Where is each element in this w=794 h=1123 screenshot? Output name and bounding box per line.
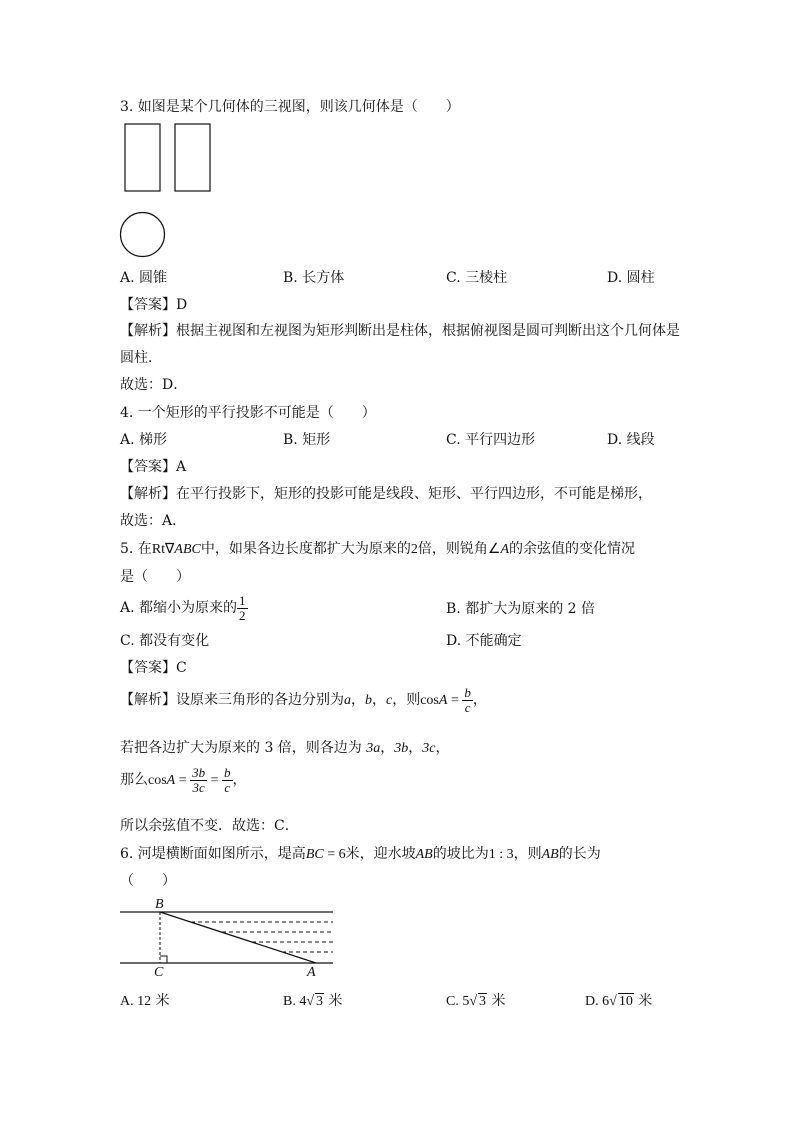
unit: 米 [155, 993, 170, 1009]
fraction-numerator: b [464, 685, 471, 700]
q3-option-c: C. 三棱柱 [446, 270, 508, 286]
separator: ， [380, 740, 395, 756]
q5-option-d: D. 不能确定 [446, 633, 522, 649]
unit: 米 [638, 993, 653, 1009]
fraction-denominator: c [224, 779, 231, 795]
fraction-numerator: 3b [192, 765, 206, 780]
q4-answer: 【答案】A [120, 459, 187, 475]
radicand: 10 [618, 994, 633, 1009]
q6-option-a [120, 990, 170, 1010]
term-3b: 3b [394, 741, 409, 756]
var-b: b [365, 693, 372, 709]
q3-option-b: B. 长方体 [283, 270, 345, 286]
separator: ， [408, 740, 423, 756]
q5-stem-mid2: 倍，则锐角 [417, 541, 488, 557]
q5-triangle-symbol: ∇ [165, 542, 175, 557]
slope-line-ab [160, 912, 316, 963]
q5-option-b: B. 都扩大为原来的 2 倍 [446, 601, 595, 617]
q5-stem-line2: 是（ ） [120, 569, 190, 585]
cos-function: cos [420, 693, 439, 709]
option-c-label: C. [446, 994, 463, 1009]
var-a: a [344, 693, 351, 709]
q5-conclusion: 所以余弦值不变．故选：C． [120, 818, 299, 834]
q5-line3-text: 那么 [120, 772, 148, 789]
label-b: B [155, 897, 164, 912]
fraction-numerator: b [224, 765, 231, 780]
radical-sign: √ [306, 994, 315, 1009]
q5-rt: Rt [151, 542, 166, 557]
q3-analysis-tag: 【解析】 [120, 323, 176, 339]
bc-value: = 6 [323, 847, 346, 862]
q6-stem-b: 米，迎水坡 [345, 846, 416, 862]
coefficient: 6 [602, 994, 610, 1009]
q5-angle-name: A [500, 542, 509, 557]
separator: ， [232, 772, 247, 789]
separator: ， [372, 692, 386, 709]
q4-option-d: D. 线段 [607, 432, 655, 448]
q4-analysis-text: 在平行投影下，矩形的投影可能是线段、矩形、平行四边形，不可能是梯形， [176, 486, 652, 502]
q5-answer: 【答案】C [120, 660, 187, 676]
var-cap-a: A [166, 773, 176, 789]
unit: 米 [491, 993, 506, 1009]
label-c: C [154, 965, 164, 980]
option-b-label: B. [283, 994, 300, 1009]
q5-angle-symbol: ∠ [487, 542, 501, 557]
radical-sign: √ [609, 994, 617, 1009]
q5-line2-text: 若把各边扩大为原来的 3 倍，则各边为 [120, 740, 362, 756]
q4-stem: 4. 一个矩形的平行投影不可能是（ ） [120, 405, 376, 421]
segment-ab: AB [415, 847, 433, 862]
fraction-denominator: 2 [239, 607, 246, 623]
q6-stem-line2: （ ） [120, 873, 176, 889]
q5-stem-end: 的余弦值的变化情况 [509, 541, 635, 557]
q5-option-a-text: A. 都缩小为原来的 [120, 600, 238, 617]
equals-sign: = [207, 773, 223, 789]
q5-stem-prefix: 5. 在 [120, 541, 152, 557]
q5-option-c: C. 都没有变化 [120, 633, 210, 649]
q6-option-b [283, 990, 342, 1010]
label-a: A [307, 965, 316, 980]
segment-bc: BC [305, 847, 324, 862]
fraction-denominator: c [464, 699, 471, 715]
option-d-label: D. [585, 994, 603, 1009]
q6-stem-d: ，则 [513, 846, 542, 862]
separator: ， [435, 740, 450, 756]
radicand: 3 [316, 994, 324, 1009]
q6-option-c [446, 990, 505, 1010]
q3-analysis-line2: 圆柱． [120, 350, 162, 366]
q3-analysis-text: 根据主视图和左视图为矩形判断出是柱体，根据俯视图是圆可判断出这个几何体是 [176, 323, 680, 339]
q4-conclusion: 故选：A． [120, 513, 187, 529]
then-text: ，则 [392, 692, 421, 709]
q6-option-d [585, 990, 652, 1010]
q5-analysis-text: 设原来三角形的各边分别为 [176, 692, 344, 709]
q4-analysis-tag: 【解析】 [120, 486, 176, 502]
q6-stem-e: 的长为 [558, 846, 601, 862]
fraction-denominator: 3c [192, 779, 205, 795]
option-a-value: A. 12 [120, 994, 152, 1009]
q3-option-d: D. 圆柱 [607, 270, 655, 286]
equals-sign: = [175, 773, 191, 789]
q5-analysis-tag: 【解析】 [120, 692, 176, 709]
term-3c: 3c [422, 741, 436, 756]
radical-sign: √ [469, 994, 478, 1009]
equals-sign: = [447, 693, 463, 709]
term-3a: 3a [366, 741, 381, 756]
q3-stem: 3. 如图是某个几何体的三视图，则该几何体是（ ） [120, 99, 460, 115]
radicand: 3 [479, 994, 487, 1009]
q5-triangle-name: ABC [174, 542, 201, 557]
slope-ratio: 1 : 3 [488, 847, 514, 862]
q6-stem-c: 的坡比为 [432, 846, 489, 862]
var-c: c [386, 693, 393, 709]
q4-option-b: B. 矩形 [283, 432, 331, 448]
right-angle-mark [160, 956, 167, 963]
q4-option-c: C. 平行四边形 [446, 432, 536, 448]
q3-answer: 【答案】D [120, 297, 188, 313]
q6-stem-a: 6. 河堤横断面如图所示，堤高 [120, 846, 306, 862]
segment-ab: AB [541, 847, 559, 862]
separator: ， [472, 692, 487, 709]
coefficient: 5 [462, 994, 470, 1009]
q4-option-a: A. 梯形 [120, 432, 168, 448]
cos-function: cos [148, 773, 167, 789]
fraction-numerator: 1 [239, 593, 246, 608]
q5-times: 2 [410, 542, 418, 557]
coefficient: 4 [299, 994, 307, 1009]
q5-stem-mid: 中，如果各边长度都扩大为原来的 [200, 541, 411, 557]
q3-option-a: A. 圆锥 [120, 270, 168, 286]
separator: ， [351, 692, 365, 709]
var-cap-a: A [438, 693, 448, 709]
unit: 米 [328, 993, 343, 1009]
q3-conclusion: 故选：D． [120, 377, 188, 393]
